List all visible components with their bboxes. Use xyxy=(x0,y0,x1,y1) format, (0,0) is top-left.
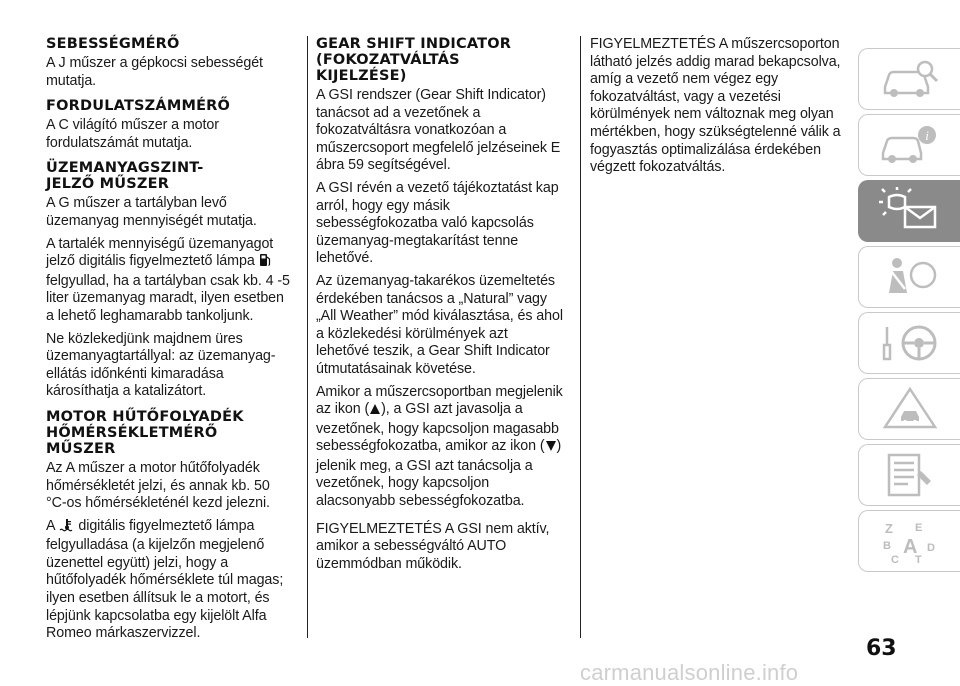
svg-text:Z: Z xyxy=(884,521,893,536)
svg-text:B: B xyxy=(882,540,891,552)
section-title-speedometer: SEBESSÉGMÉRŐ xyxy=(46,36,180,52)
section-title-fuel-gauge: ÜZEMANYAGSZINT- JELZŐ MŰSZER xyxy=(46,160,204,193)
watermark: carmanualsonline.info xyxy=(580,660,799,685)
seatbelt-airbag-icon xyxy=(875,253,945,301)
svg-text:i: i xyxy=(924,128,929,143)
car-search-icon xyxy=(875,55,945,103)
chapter-tab-maintenance[interactable] xyxy=(858,444,960,506)
chapter-tab-instruments[interactable] xyxy=(858,114,960,176)
fuel-pump-icon xyxy=(259,253,271,273)
steering-wheel-icon xyxy=(875,319,945,367)
chapter-tab-starting-driving[interactable] xyxy=(858,312,960,374)
chapter-tab-warning-lights[interactable] xyxy=(858,180,960,242)
index-letters-icon xyxy=(875,517,945,565)
shift-down-icon xyxy=(545,440,557,458)
column-divider xyxy=(580,36,581,638)
maintenance-list-icon xyxy=(875,451,945,499)
svg-text:D: D xyxy=(926,542,935,554)
paragraph: A GSI révén a vezető tájékoztatást kap arról, hogy egy másik sebességfokozatba való kapcsolás üzemanyag-megtakarítást tenne lehetővé. xyxy=(316,179,559,267)
paragraph: A tartalék mennyiségű üzemanyagot jelző digitális figyelmeztető lámpa felgyullad, ha a tartályban csak kb. 4 -5 liter üzemanyag maradt, ilyen esetben a lehető leghamarabb tankoljunk. xyxy=(46,235,290,324)
warning-lights-icon xyxy=(875,187,945,235)
chapter-sidebar xyxy=(858,48,960,576)
paragraph: FIGYELMEZTETÉS A műszercsoporton látható jelzés addig marad bekapcsolva, amíg a vezető nem végez egy fokozatváltást, vagy a vezetési körülmények nem változnak meg olyan mértékben, hogy szükségtelenné válik a fogyasztás optimalizálása érdekében végzett fokozatváltás. xyxy=(590,36,841,176)
svg-text:A: A xyxy=(902,536,917,558)
column-1 xyxy=(46,36,294,648)
column-divider xyxy=(307,36,308,638)
car-accident-icon xyxy=(875,385,945,433)
page-number: 63 xyxy=(866,636,897,661)
paragraph: Amikor a műszercsoportban megjelenik az ikon ( ), a GSI azt javasolja a vezetőnek, hogy kapcsoljon magasabb sebességfokozatba, amikor az ikon ( ) jelenik meg, a GSI azt tanácsolja a vezetőnek, hogy kapcsoljon alacsonyabb sebességfokozatba. xyxy=(316,383,563,510)
column-2 xyxy=(316,36,564,578)
paragraph: A C világító műszer a motor fordulatszámát mutatja. xyxy=(46,117,219,151)
shift-up-icon xyxy=(369,403,381,421)
section-title-coolant-gauge: MOTOR HŰTŐFOLYADÉK HŐMÉRSÉKLETMÉRŐ MŰSZER xyxy=(46,408,244,457)
paragraph: Ne közlekedjünk majdnem üres üzemanyagtartállyal: az üzemanyag-ellátás időnkénti kimaradása károsíthatja a katalizátort. xyxy=(46,330,276,400)
section-title-rev-counter: FORDULATSZÁMMÉRŐ xyxy=(46,98,231,115)
chapter-tab-getting-to-know[interactable] xyxy=(858,48,960,110)
section-title-gear-shift-indicator: GEAR SHIFT INDICATOR (FOKOZATVÁLTÁS KIJELZÉSE) xyxy=(316,36,512,84)
paragraph: FIGYELMEZTETÉS A GSI nem aktív, amikor a sebességváltó AUTO üzemmódban működik. xyxy=(316,520,550,572)
paragraph: A J műszer a gépkocsi sebességét mutatja. xyxy=(46,55,263,89)
svg-text:C: C xyxy=(890,554,899,565)
paragraph: A digitális figyelmeztető lámpa felgyulladása (a kijelzőn megjelenő üzenettel együtt) jelzi, hogy a hűtőfolyadék hőmérséklete túl magas; ilyen esetben állítsuk le a motort, és lépjünk kapcsolatba egy kijelölt Alfa Romeo márkaszervizzel. xyxy=(46,517,284,642)
chapter-tab-index[interactable] xyxy=(858,510,960,572)
paragraph: A GSI rendszer (Gear Shift Indicator) tanácsot ad a vezetőnek a fokozatváltásra vonatkozóan a műszercsoport megfelelő jelzéseinek E ábra 59 segítségével. xyxy=(316,87,561,174)
coolant-temperature-icon xyxy=(59,518,75,538)
chapter-tab-emergency[interactable] xyxy=(858,378,960,440)
svg-text:E: E xyxy=(914,522,922,534)
chapter-tab-safety[interactable] xyxy=(858,246,960,308)
column-3 xyxy=(590,36,845,182)
paragraph: Az A műszer a motor hűtőfolyadék hőmérsékletét jelzi, és annak kb. 50 °C-os hőmérsékleténél kezd jelezni. xyxy=(46,459,270,512)
car-info-icon xyxy=(875,121,945,169)
svg-text:T: T xyxy=(914,554,922,565)
paragraph: Az üzemanyag-takarékos üzemeltetés érdekében tanácsos a „Natural” vagy „All Weather” mód kiválasztása, és ahol a közlekedési körülmények azt lehetővé teszik, a Gear Shift Indicator útmutatásainak követése. xyxy=(316,272,563,377)
paragraph: A G műszer a tartályban levő üzemanyag mennyiségét mutatja. xyxy=(46,195,257,229)
